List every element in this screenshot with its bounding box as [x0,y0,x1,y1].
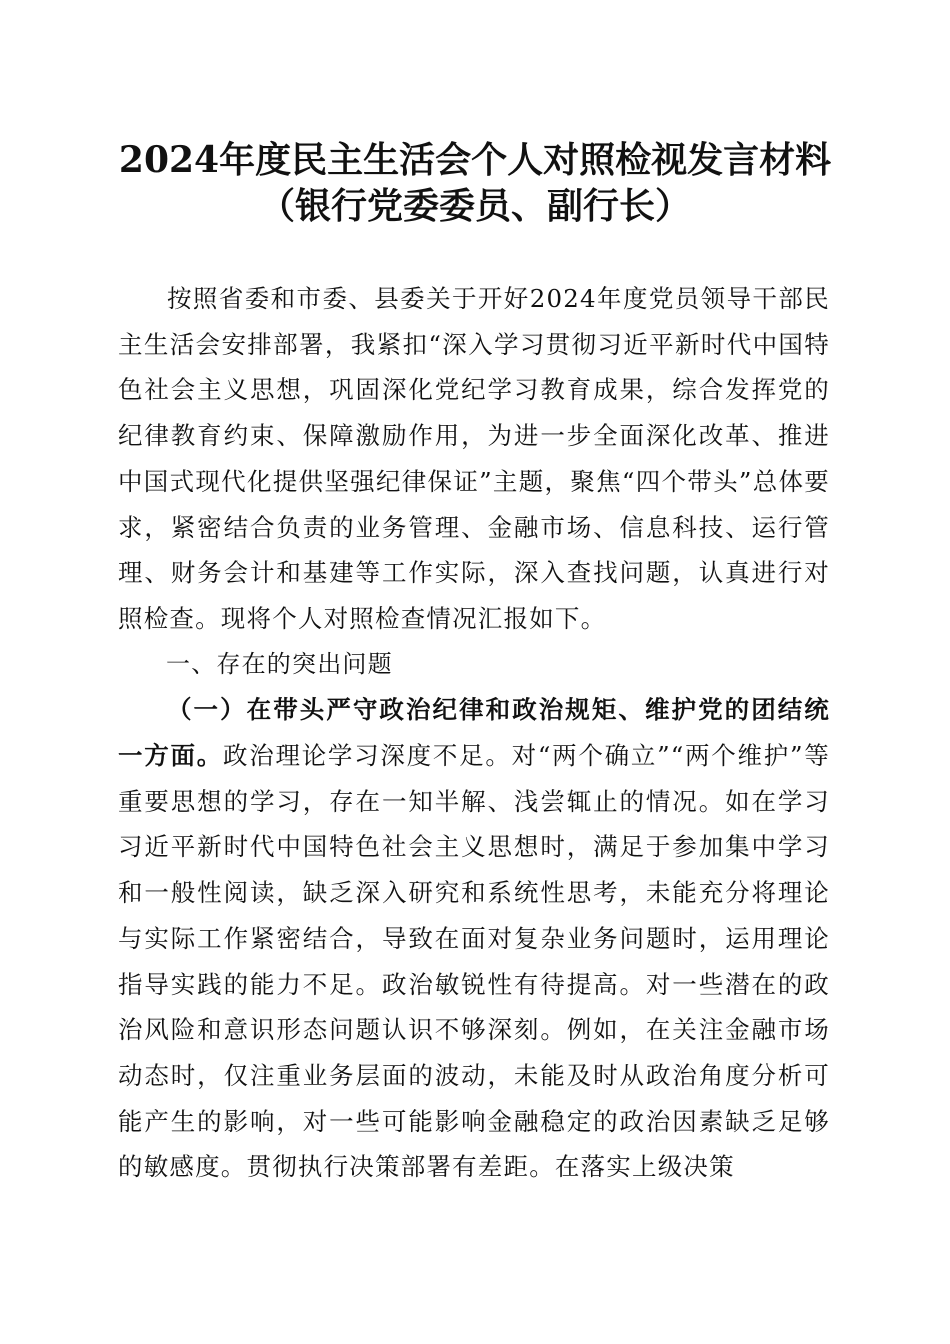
section-heading: 一、存在的突出问题 [166,649,393,678]
subsection-body: 政治理论学习深度不足。对“两个确立”“两个维护”等重要思想的学习，存在一知半解、浅尝辄止的情况。如在学习习近平新时代中国特色社会主义思想时，满足于参加集中学习和一般性阅读，缺乏深入研究和系统性思考，未能充分将理论与实际工作紧密结合，导致在面对复杂业务问题时，运用理论指导实践的能力不足。政治敏锐性有待提高。对一些潜在的政治风险和意识形态问题认识不够深刻。例如，在关注金融市场动态时，仅注重业务层面的波动，未能及时从政治角度分析可能产生的影响，对一些可能影响金融稳定的政治因素缺乏足够的敏感度。贯彻执行决策部署有差距。在落实上级决策 [118,741,830,1182]
document-subtitle: （银行党委委员、副行长） [258,185,691,227]
subsection-paragraph [118,687,830,1190]
subsection-heading: （一）在带头严守政治纪律和政治规矩、维护党的团结统一方面。 [118,695,830,771]
intro-paragraph: 按照省委和市委、县委关于开好2024年度党员领导干部民主生活会安排部署，我紧扣“深入学习贯彻习近平新时代中国特色社会主义思想，巩固深化党纪学习教育成果，综合发挥党的纪律教育约束、保障激励作用，为进一步全面深化改革、推进中国式现代化提供坚强纪律保证”主题，聚焦“四个带头”总体要求，紧密结合负责的业务管理、金融市场、信息科技、运行管理、财务会计和基建等工作实际，深入查找问题，认真进行对照检查。现将个人对照检查情况汇报如下。 [118,284,830,633]
document-body [118,276,830,1190]
document-title: 2024年度民主生活会个人对照检视发言材料 [118,139,832,181]
